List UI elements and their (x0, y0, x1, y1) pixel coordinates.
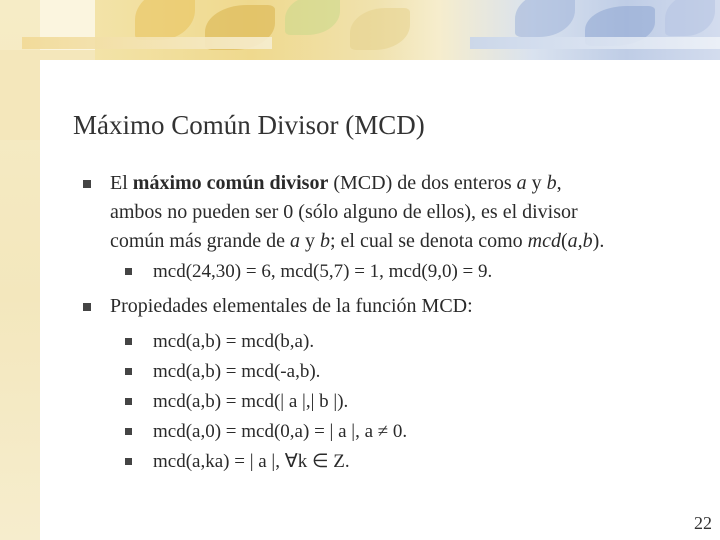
property-item: mcd(a,ka) = | a |, ∀k ∈ Z. (153, 451, 350, 472)
sub-bullet-square-icon (125, 368, 132, 375)
bullet1-line3-y: y (299, 230, 320, 252)
bullet1-line1 (110, 169, 562, 198)
bullet1-line3-var-a: a (289, 230, 300, 252)
bullet1-line1-mid: (MCD) de dos enteros (328, 172, 517, 194)
bullet1-line3-pre: común más grande de (110, 230, 290, 252)
bullet1-line3 (110, 227, 604, 256)
bullet1-line3-var-b: b (319, 230, 330, 252)
example-values: mcd(24,30) = 6, mcd(5,7) = 1, mcd(9,0) = 9. (153, 261, 493, 282)
property-item: mcd(a,b) = mcd(| a |,| b |). (153, 391, 349, 412)
property-item: mcd(a,b) = mcd(b,a). (153, 331, 315, 352)
bullet1-line3-close: ). (592, 230, 605, 252)
bullet-square-icon (83, 303, 91, 311)
top-decor-banner (95, 0, 720, 60)
bullet1-line3-open: ( (561, 230, 568, 252)
bullet1-line3-ab: a,b (567, 230, 593, 252)
bullet1-var-a: a (516, 172, 527, 194)
sub-bullet-square-icon (125, 338, 132, 345)
bullet1-line1-end: , (556, 172, 562, 194)
bullet1-bold-term: máximo común divisor (132, 172, 329, 194)
bullet2-text: Propiedades elementales de la función MCD: (110, 295, 473, 317)
bullet-square-icon (83, 180, 91, 188)
sub-bullet-square-icon (125, 398, 132, 405)
slide-title: Máximo Común Divisor (MCD) (73, 110, 425, 140)
top-decor-strip-left (22, 37, 272, 49)
bullet1-line3-mcd: mcd (527, 230, 561, 252)
sub-bullet-square-icon (125, 268, 132, 275)
property-item: mcd(a,0) = mcd(0,a) = | a |, a ≠ 0. (153, 421, 408, 442)
bullet1-line3-mid: ; el cual se denota como (329, 230, 528, 252)
page-number: 22 (694, 513, 712, 533)
sub-bullet-square-icon (125, 428, 132, 435)
bullet1-line2: ambos no pueden ser 0 (sólo alguno de ellos), es el divisor (110, 201, 578, 223)
sub-bullet-square-icon (125, 458, 132, 465)
bullet1-line1-y: y (526, 172, 547, 194)
bullet1-line1-pre: El (110, 172, 133, 194)
bullet1-var-b: b (546, 172, 557, 194)
property-item: mcd(a,b) = mcd(-a,b). (153, 361, 321, 382)
top-decor-strip-right (470, 37, 720, 49)
